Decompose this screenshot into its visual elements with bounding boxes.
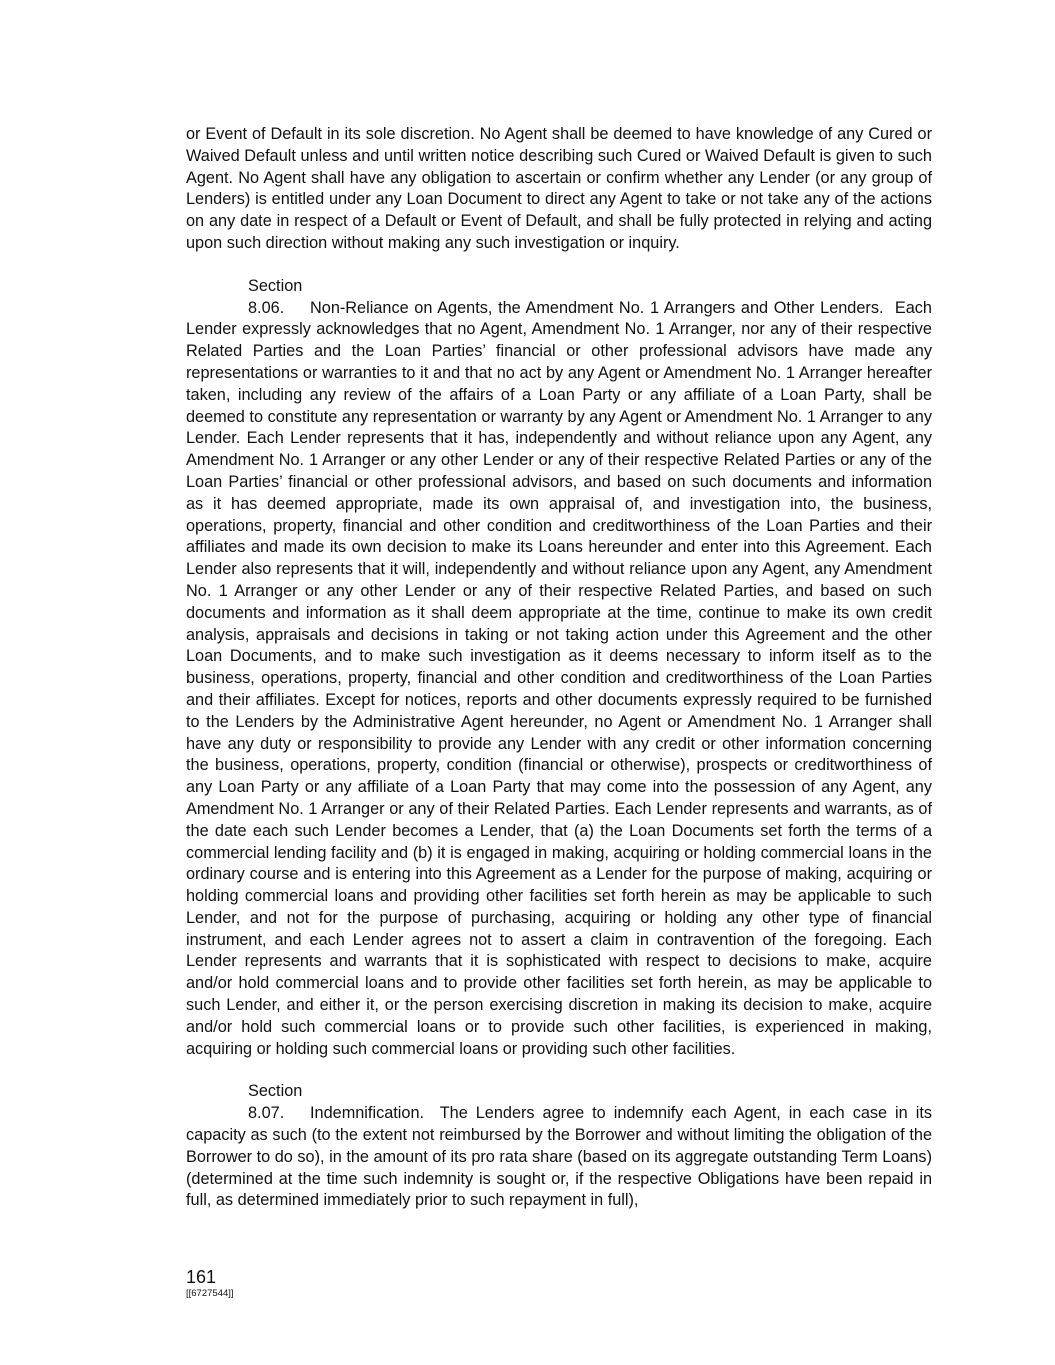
section-text: The Lenders agree to indemnify each Agent, in each case in its capacity as such (to the extent not reimbursed by the Borrower and without limiting the obligation of the Borrower to do so), in the amount of its pro rata share (based on its aggregate outstanding Term Loans) (determined at the time such indemnity is sought or, if the respective Obligations have been repaid in full, as determined immediately prior to such repayment in full), bbox=[186, 1104, 932, 1210]
section-number: Section 8.06. bbox=[248, 276, 303, 317]
section-8-07-paragraph bbox=[186, 1081, 932, 1212]
section-text: Each Lender expressly acknowledges that no Agent, Amendment No. 1 Arranger, nor any of their respective Related Parties and the Loan Parties’ financial or other professional advisors have made any representations or warranties to it and that no act by any Agent or Amendment No. 1 Arranger hereafter taken, including any review of the affairs of a Loan Party or any affiliate of a Loan Party, shall be deemed to constitute any representation or warranty by any Agent or Amendment No. 1 Arranger to any Lender. Each Lender represents that it has, independently and without reliance upon any Agent, any Amendment No. 1 Arranger or any other Lender or any of their respective Related Parties or any of the Loan Parties’ financial or other professional advisors, and based on such documents and information as it has deemed appropriate, made its own appraisal of, and investigation into, the business, operations, property, financial and other condition and creditworthiness of the Loan Parties and their affiliates and made its own decision to make its Loans hereunder and enter into this Agreement. Each Lender also represents that it will, independently and without reliance upon any Agent, any Amendment No. 1 Arranger or any other Lender or any of their respective Related Parties, and based on such documents and information as it shall deem appropriate at the time, continue to make its own credit analysis, appraisals and decisions in taking or not taking action under this Agreement and the other Loan Documents, and to make such investigation as it deems necessary to inform itself as to the business, operations, property, financial and other condition and creditworthiness of the Loan Parties and their affiliates. Except for notices, reports and other documents expressly required to be furnished to the Lenders by the Administrative Agent hereunder, no Agent or Amendment No. 1 Arranger shall have any duty or responsibility to provide any Lender with any credit or other information concerning the business, operations, property, condition (financial or otherwise), prospects or creditworthiness of any Loan Party or any affiliate of a Loan Party that may come into the possession of any Agent, any Amendment No. 1 Arranger or any of their Related Parties. Each Lender represents and warrants, as of the date each such Lender becomes a Lender, that (a) the Loan Documents set forth the terms of a commercial lending facility and (b) it is engaged in making, acquiring or holding commercial loans in the ordinary course and is entering into this Agreement as a Lender for the purpose of making, acquiring or holding commercial loans and providing other facilities set forth herein as may be applicable to such Lender, and not for the purpose of purchasing, acquiring or holding any other type of financial instrument, and each Lender agrees not to assert a claim in contravention of the foregoing. Each Lender represents and warrants that it is sophisticated with respect to decisions to make, acquire and/or hold commercial loans and to provide other facilities set forth herein, as may be applicable to such Lender, and either it, or the person exercising discretion in making its decision to make, acquire and/or hold such commercial loans or to provide such other facilities, is experienced in making, acquiring or holding such commercial loans or providing such other facilities. bbox=[186, 298, 932, 1058]
section-8-06-paragraph bbox=[186, 276, 932, 1061]
continued-paragraph: or Event of Default in its sole discretion. No Agent shall be deemed to have knowledge of any Cured or Waived Default unless and until written notice describing such Cured or Waived Default is given to such Agent. No Agent shall have any obligation to ascertain or confirm whether any Lender (or any group of Lenders) is entitled under any Loan Document to direct any Agent to take or not take any of the actions on any date in respect of a Default or Event of Default, and shall be fully protected in relying and acting upon such direction without making any such investigation or inquiry. bbox=[186, 125, 932, 252]
section-heading: Non-Reliance on Agents, the Amendment No. 1 Arrangers and Other Lenders. bbox=[310, 298, 884, 317]
page-number: 161 bbox=[186, 1267, 217, 1287]
document-body bbox=[186, 124, 932, 1233]
section-number: Section 8.07. bbox=[248, 1082, 303, 1123]
document-id: [[6727544]] bbox=[186, 1288, 234, 1299]
section-heading: Indemnification. bbox=[310, 1104, 425, 1123]
page-footer bbox=[186, 1266, 234, 1300]
